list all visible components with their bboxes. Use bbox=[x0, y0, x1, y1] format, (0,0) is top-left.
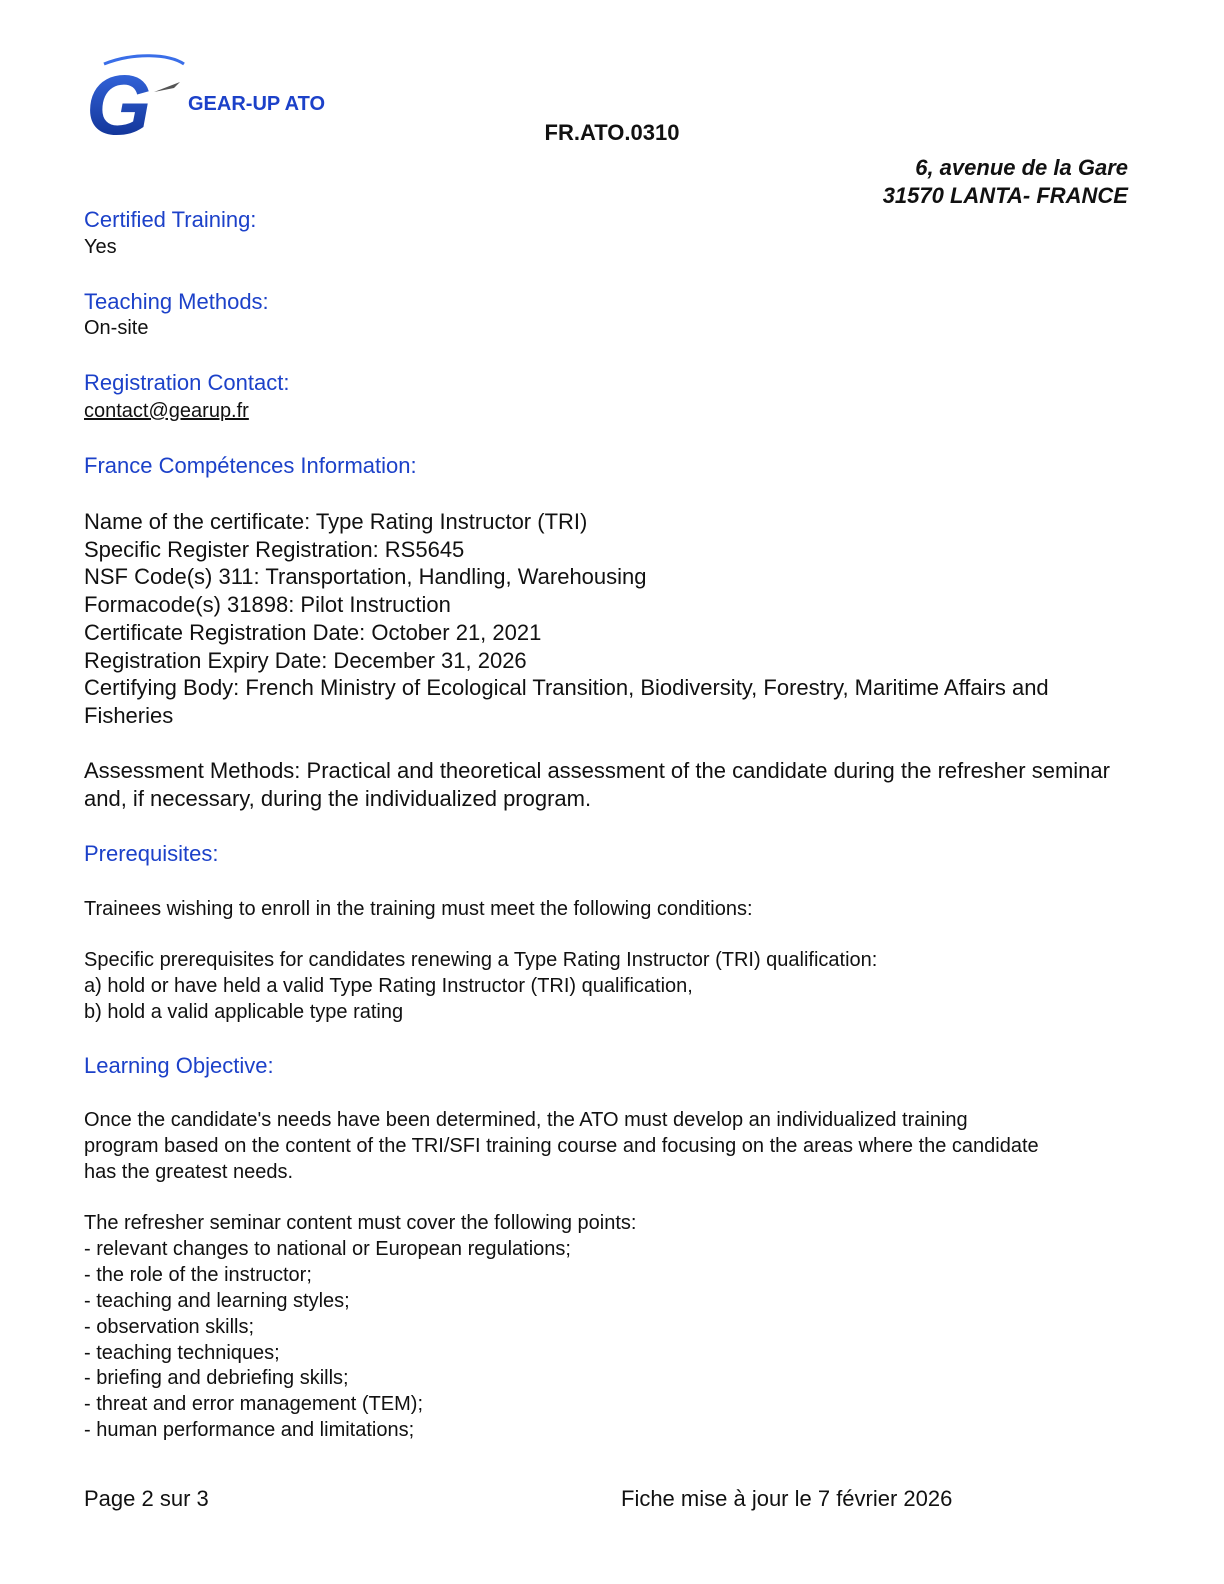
prerequisite-line: b) hold a valid applicable type rating bbox=[84, 1000, 404, 1023]
objective-line: program based on the content of the TRI/SFI training course and focusing on the areas where the candidate bbox=[84, 1134, 1039, 1157]
nsf-code: NSF Code(s) 311: Transportation, Handling, Warehousing bbox=[84, 564, 647, 590]
certified-training-heading: Certified Training: bbox=[84, 207, 257, 232]
seminar-point: - human performance and limitations; bbox=[84, 1419, 415, 1442]
prerequisite-line: Specific prerequisites for candidates renewing a Type Rating Instructor (TRI) qualification: bbox=[84, 949, 878, 971]
prerequisites-heading: Prerequisites: bbox=[84, 841, 219, 866]
seminar-point: - the role of the instructor; bbox=[84, 1263, 312, 1286]
objective-line: Once the candidate's needs have been determined, the ATO must develop an individualized training bbox=[84, 1109, 968, 1131]
svg-text:GEAR-UP ATO: GEAR-UP ATO bbox=[188, 93, 326, 115]
seminar-content bbox=[84, 1211, 1128, 1444]
teaching-methods-value: On-site bbox=[84, 317, 149, 339]
seminar-point: - briefing and debriefing skills; bbox=[84, 1367, 349, 1390]
seminar-point: - teaching and learning styles; bbox=[84, 1289, 350, 1312]
seminar-intro: The refresher seminar content must cover the following points: bbox=[84, 1212, 637, 1234]
certificate-name: Name of the certificate: Type Rating Instructor (TRI) bbox=[84, 509, 588, 534]
page-number: Page 2 sur 3 bbox=[84, 1486, 209, 1511]
prerequisite-line: a) hold or have held a valid Type Rating Instructor (TRI) qualification, bbox=[84, 974, 693, 997]
prerequisites-list bbox=[84, 948, 1128, 1026]
seminar-point: - relevant changes to national or European regulations; bbox=[84, 1237, 571, 1260]
learning-objective-heading: Learning Objective: bbox=[84, 1053, 274, 1078]
certified-training-value: Yes bbox=[84, 236, 117, 258]
registration-contact-heading: Registration Contact: bbox=[84, 370, 290, 395]
contact-email-link[interactable]: contact@gearup.fr bbox=[84, 400, 249, 422]
svg-text:G: G bbox=[86, 58, 152, 138]
france-competences-heading: France Compétences Information: bbox=[84, 453, 417, 478]
address bbox=[883, 154, 1128, 210]
objective-line: has the greatest needs. bbox=[84, 1160, 294, 1183]
register-registration: Specific Register Registration: RS5645 bbox=[84, 536, 465, 562]
prerequisites-intro: Trainees wishing to enroll in the training must meet the following conditions: bbox=[84, 898, 753, 920]
seminar-point: - teaching techniques; bbox=[84, 1341, 280, 1364]
seminar-point: - observation skills; bbox=[84, 1315, 255, 1338]
formacode: Formacode(s) 31898: Pilot Instruction bbox=[84, 592, 451, 618]
address-line-1: 6, avenue de la Gare bbox=[915, 155, 1128, 180]
update-date: Fiche mise à jour le 7 février 2026 bbox=[621, 1486, 953, 1511]
learning-objective-paragraph bbox=[84, 1108, 1128, 1186]
address-line-2: 31570 LANTA- FRANCE bbox=[882, 183, 1128, 208]
seminar-point: - threat and error management (TEM); bbox=[84, 1393, 424, 1416]
assessment-methods: Assessment Methods: Practical and theoretical assessment of the candidate during the refresher seminar and, if necessary, during the individualized program. bbox=[84, 758, 1110, 811]
teaching-methods-heading: Teaching Methods: bbox=[84, 289, 269, 314]
ato-code: FR.ATO.0310 bbox=[544, 120, 680, 145]
registration-date: Certificate Registration Date: October 21, 2021 bbox=[84, 619, 542, 645]
certifying-body: Certifying Body: French Ministry of Ecological Transition, Biodiversity, Forestry, Maritime Affairs and Fisheries bbox=[84, 675, 1049, 728]
certificate-info-block bbox=[84, 508, 1128, 730]
expiry-date: Registration Expiry Date: December 31, 2026 bbox=[84, 647, 527, 673]
